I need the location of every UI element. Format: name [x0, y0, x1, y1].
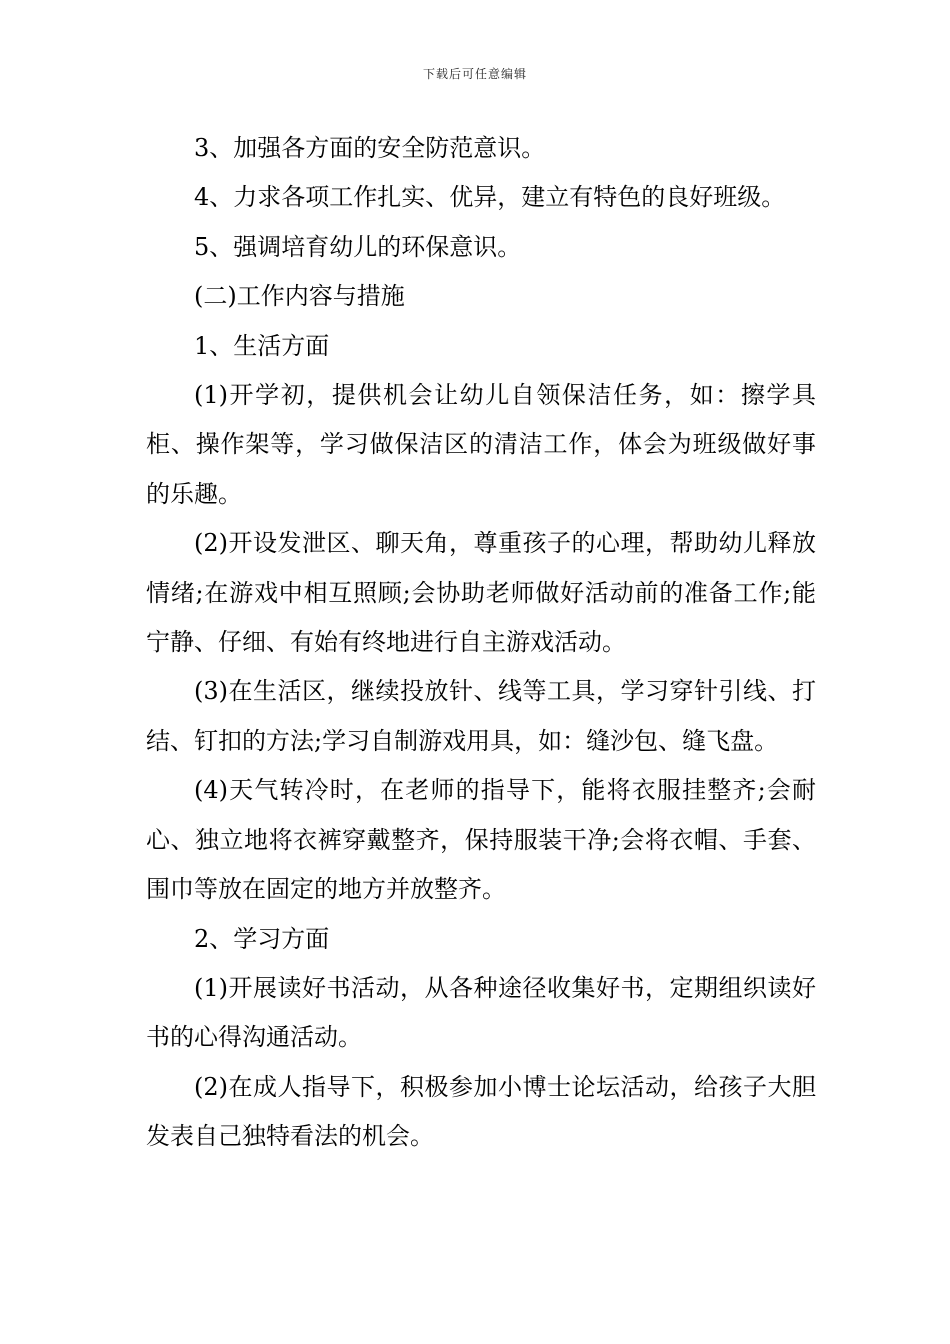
paragraph-study-2: (2)在成人指导下，积极参加小博士论坛活动，给孩子大胆发表自己独特看法的机会。: [146, 1072, 816, 1151]
document-body: [146, 124, 816, 1162]
paragraph-life-1: (1)开学初，提供机会让幼儿自领保洁任务，如：擦学具柜、操作架等，学习做保洁区的清洁工作，体会为班级做好事的乐趣。: [146, 381, 816, 508]
section-heading-content-measures: (二)工作内容与措施: [194, 282, 405, 311]
subheading-study: 2、学习方面: [194, 924, 330, 953]
header-note: 下载后可任意编辑: [422, 67, 527, 81]
paragraph-life-4: (4)天气转冷时，在老师的指导下，能将衣服挂整齐;会耐心、独立地将衣裤穿戴整齐，保持服装干净;会将衣帽、手套、围巾等放在固定的地方并放整齐。: [146, 776, 816, 904]
subheading-life: 1、生活方面: [194, 331, 330, 360]
paragraph-safety-awareness: 3、加强各方面的安全防范意识。: [194, 134, 546, 162]
paragraph-life-2: (2)开设发泄区、聊天角，尊重孩子的心理，帮助幼儿释放情绪;在游戏中相互照顾;会协助老师做好活动前的准备工作;能宁静、仔细、有始有终地进行自主游戏活动。: [146, 529, 816, 657]
paragraph-study-1: (1)开展读好书活动，从各种途径收集好书，定期组织读好书的心得沟通活动。: [146, 973, 816, 1052]
paragraph-life-3: (3)在生活区，继续投放针、线等工具，学习穿针引线、打结、钉扣的方法;学习自制游戏用具，如：缝沙包、缝飞盘。: [146, 677, 816, 755]
paragraph-environmental-awareness: 5、强调培育幼儿的环保意识。: [194, 232, 522, 261]
paragraph-good-class: 4、力求各项工作扎实、优异，建立有特色的良好班级。: [194, 183, 786, 212]
